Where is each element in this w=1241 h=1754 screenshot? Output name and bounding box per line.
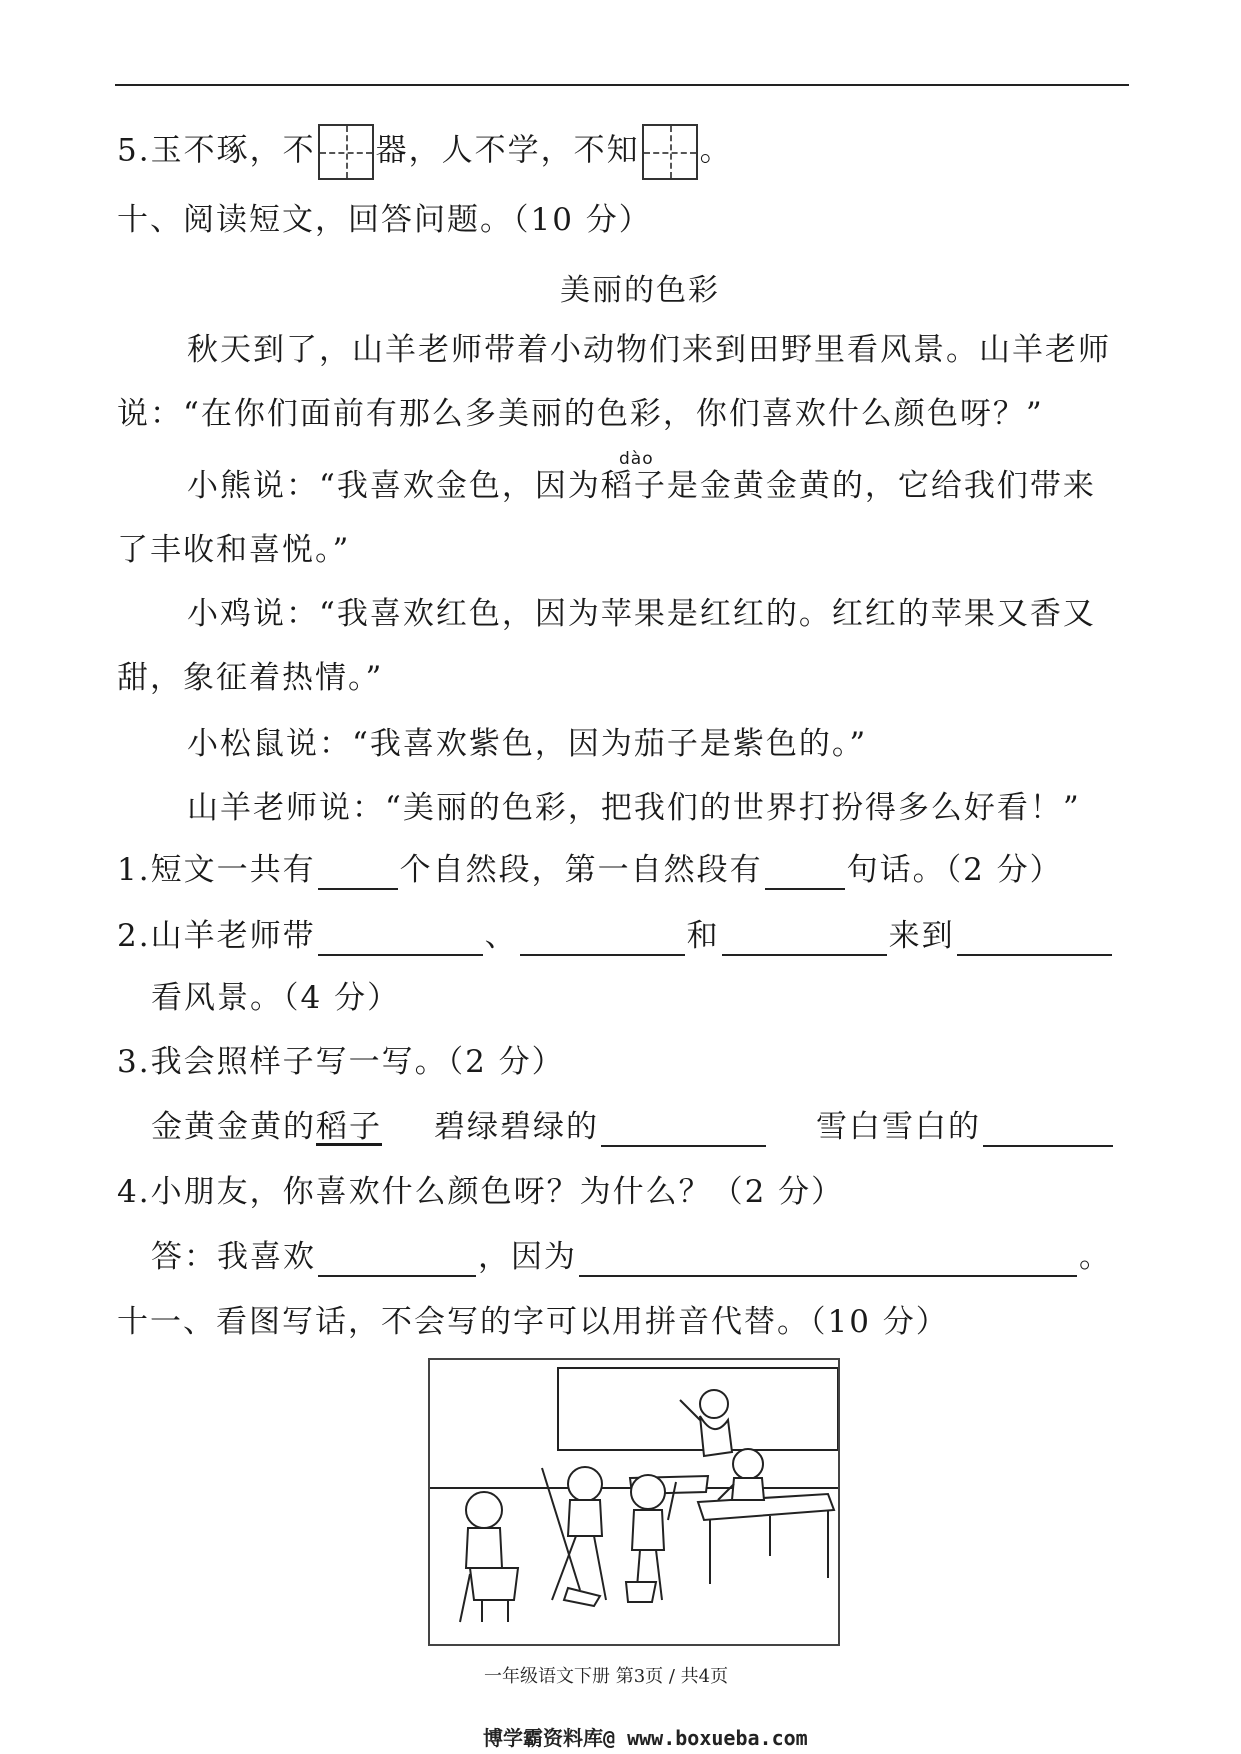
item5-end: 。 <box>699 132 733 169</box>
q1-text-c: 句话。（2 分） <box>846 852 1063 888</box>
q2-blank-1[interactable] <box>318 924 483 956</box>
para3-line2: 甜，象征着热情。” <box>117 660 384 696</box>
question-3-heading: 3.我会照样子写一写。（2 分） <box>117 1044 565 1080</box>
question-3-examples <box>151 1107 1115 1147</box>
tianzi-box-1[interactable] <box>318 124 374 180</box>
q3-example-prefix: 金黄金黄的 <box>151 1109 316 1145</box>
site-watermark: 博学霸资料库@ www.boxueba.com <box>483 1726 808 1750</box>
q3-blank-2[interactable] <box>983 1115 1113 1147</box>
top-rule <box>115 84 1129 86</box>
section-11-heading: 十一、看图写话，不会写的字可以用拼音代替。（10 分） <box>117 1304 949 1340</box>
q2-blank-4[interactable] <box>957 924 1112 956</box>
q1-blank-1[interactable] <box>318 858 398 890</box>
q3-example-word: 稻子 <box>316 1109 382 1145</box>
classroom-cleaning-drawing <box>430 1360 838 1644</box>
passage-title: 美丽的色彩 <box>560 273 720 308</box>
question-4-answer <box>151 1237 1112 1277</box>
q2-text-a: 2.山羊老师带 <box>117 918 316 954</box>
q2-text-c: 和 <box>686 918 720 954</box>
classroom-illustration <box>428 1358 840 1646</box>
q1-blank-2[interactable] <box>765 858 845 890</box>
para3-line1: 小鸡说：“我喜欢红色，因为苹果是红红的。红红的苹果又香又 <box>187 596 1096 632</box>
question-2 <box>117 916 1114 956</box>
tianzi-box-2[interactable] <box>642 124 698 180</box>
q3-item2: 雪白雪白的 <box>816 1109 981 1145</box>
q2-blank-3[interactable] <box>722 924 887 956</box>
para2-line1: 小熊说：“我喜欢金色，因为稻子是金黄金黄的，它给我们带来 <box>187 468 1096 504</box>
question-1 <box>117 850 1063 890</box>
para1-line2: 说：“在你们面前有那么多美丽的色彩，你们喜欢什么颜色呀？” <box>117 396 1044 432</box>
item5-prefix: 5.玉不琢，不 <box>117 132 316 169</box>
q2-text-b: 、 <box>484 918 518 954</box>
q4-text-b: ，因为 <box>478 1239 577 1275</box>
q1-text-b: 个自然段，第一自然段有 <box>399 852 763 888</box>
q3-item1: 碧绿碧绿的 <box>434 1109 599 1145</box>
q4-blank-2[interactable] <box>579 1245 1077 1277</box>
q2-blank-2[interactable] <box>520 924 685 956</box>
para2-line2: 了丰收和喜悦。” <box>117 532 351 568</box>
page-footer: 一年级语文下册 第3页 / 共4页 <box>484 1666 729 1687</box>
q1-text-a: 1.短文一共有 <box>117 852 316 888</box>
q4-text-a: 答：我喜欢 <box>151 1239 316 1275</box>
section-10-heading: 十、阅读短文，回答问题。（10 分） <box>117 202 652 238</box>
question-9-item-5 <box>117 124 733 180</box>
question-2-line2: 看风景。（4 分） <box>151 980 401 1016</box>
question-4-heading: 4.小朋友，你喜欢什么颜色呀？为什么？（2 分） <box>117 1174 845 1210</box>
q4-blank-1[interactable] <box>318 1245 476 1277</box>
para5: 山羊老师说：“美丽的色彩，把我们的世界打扮得多么好看！” <box>187 790 1081 826</box>
q4-text-c: 。 <box>1079 1239 1112 1275</box>
q3-blank-1[interactable] <box>601 1115 766 1147</box>
para1-line1: 秋天到了，山羊老师带着小动物们来到田野里看风景。山羊老师 <box>187 332 1111 368</box>
pinyin-dao: dào <box>619 449 654 469</box>
item5-mid: 器，人不学，不知 <box>375 132 640 169</box>
q2-text-d: 来到 <box>888 918 955 954</box>
para4: 小松鼠说：“我喜欢紫色，因为茄子是紫色的。” <box>187 726 868 762</box>
